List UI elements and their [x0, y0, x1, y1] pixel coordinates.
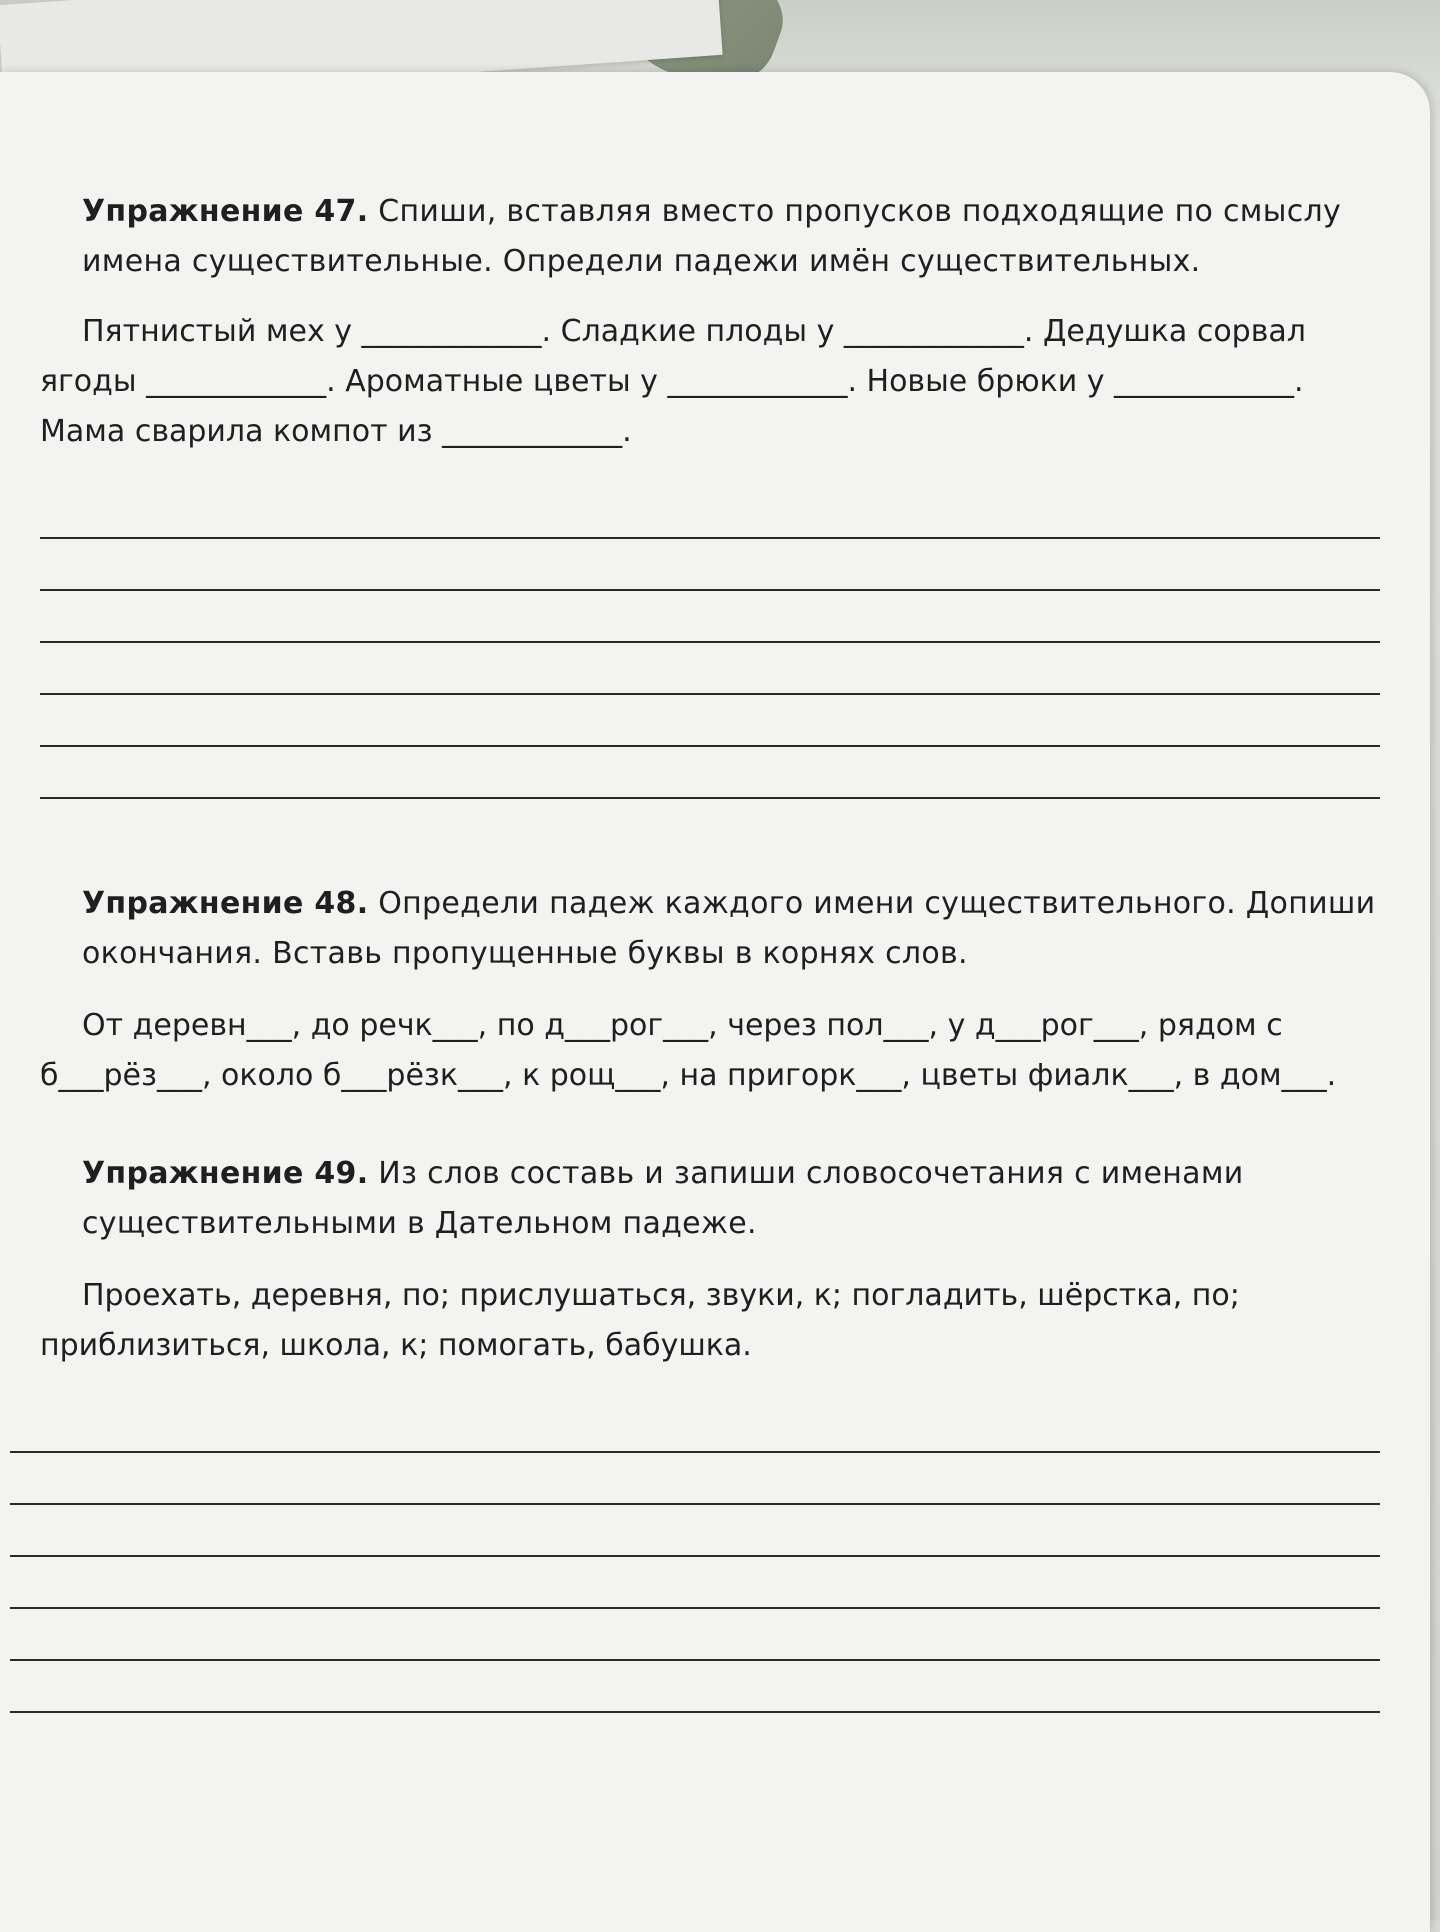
exercise-49	[40, 1149, 1380, 1713]
answer-line[interactable]	[10, 1661, 1380, 1713]
exercise-47-answer-lines	[40, 487, 1380, 799]
exercise-47	[40, 187, 1380, 799]
exercise-47-instruction: Спиши, вставляя вместо пропусков подходящие по смыслу имена существительные. Определи падежи имён существительных.	[82, 194, 1342, 279]
exercise-48-instruction: Определи падеж каждого имени существительного. Допиши окончания. Вставь пропущенные буквы в корнях слов.	[82, 886, 1376, 971]
exercise-47-number: Упражнение 47.	[82, 194, 369, 229]
answer-line[interactable]	[40, 539, 1380, 591]
exercise-48-number: Упражнение 48.	[82, 886, 369, 921]
page-content	[40, 187, 1380, 1713]
exercise-47-text: Пятнистый мех у ____________. Сладкие плоды у ____________. Дедушка сорвал ягоды ____________. Ароматные цветы у ____________. Новые брюки у ____________. Мама сварила компот из ____________.	[40, 314, 1306, 449]
exercise-49-instruction: Из слов составь и запиши словосочетания с именами существительными в Дательном падеже.	[82, 1156, 1244, 1241]
answer-line[interactable]	[10, 1401, 1380, 1453]
answer-line[interactable]	[40, 487, 1380, 539]
exercise-49-task	[40, 1149, 1380, 1249]
answer-line[interactable]	[40, 695, 1380, 747]
answer-line[interactable]	[10, 1609, 1380, 1661]
exercise-49-text-block	[40, 1271, 1380, 1371]
answer-line[interactable]	[40, 591, 1380, 643]
exercise-48-text: От деревн___, до речк___, по д___рог___, через пол___, у д___рог___, рядом с б___рёз___, около б___рёзк___, к рощ___, на пригорк___, цветы фиалк___, в дом___.	[40, 1008, 1337, 1093]
exercise-48-text-block	[40, 1001, 1380, 1101]
answer-line[interactable]	[10, 1453, 1380, 1505]
exercise-49-text: Проехать, деревня, по; прислушаться, звуки, к; погладить, шёрстка, по; приблизиться, школа, к; помогать, бабушка.	[40, 1278, 1240, 1363]
answer-line[interactable]	[10, 1557, 1380, 1609]
answer-line[interactable]	[40, 747, 1380, 799]
exercise-48	[40, 879, 1380, 1101]
workbook-page	[0, 72, 1430, 1932]
exercise-49-number: Упражнение 49.	[82, 1156, 369, 1191]
answer-line[interactable]	[40, 643, 1380, 695]
exercise-48-task	[40, 879, 1380, 979]
exercise-47-text-block	[40, 307, 1380, 457]
answer-line[interactable]	[10, 1505, 1380, 1557]
exercise-49-answer-lines	[40, 1401, 1380, 1713]
exercise-47-task	[40, 187, 1380, 287]
